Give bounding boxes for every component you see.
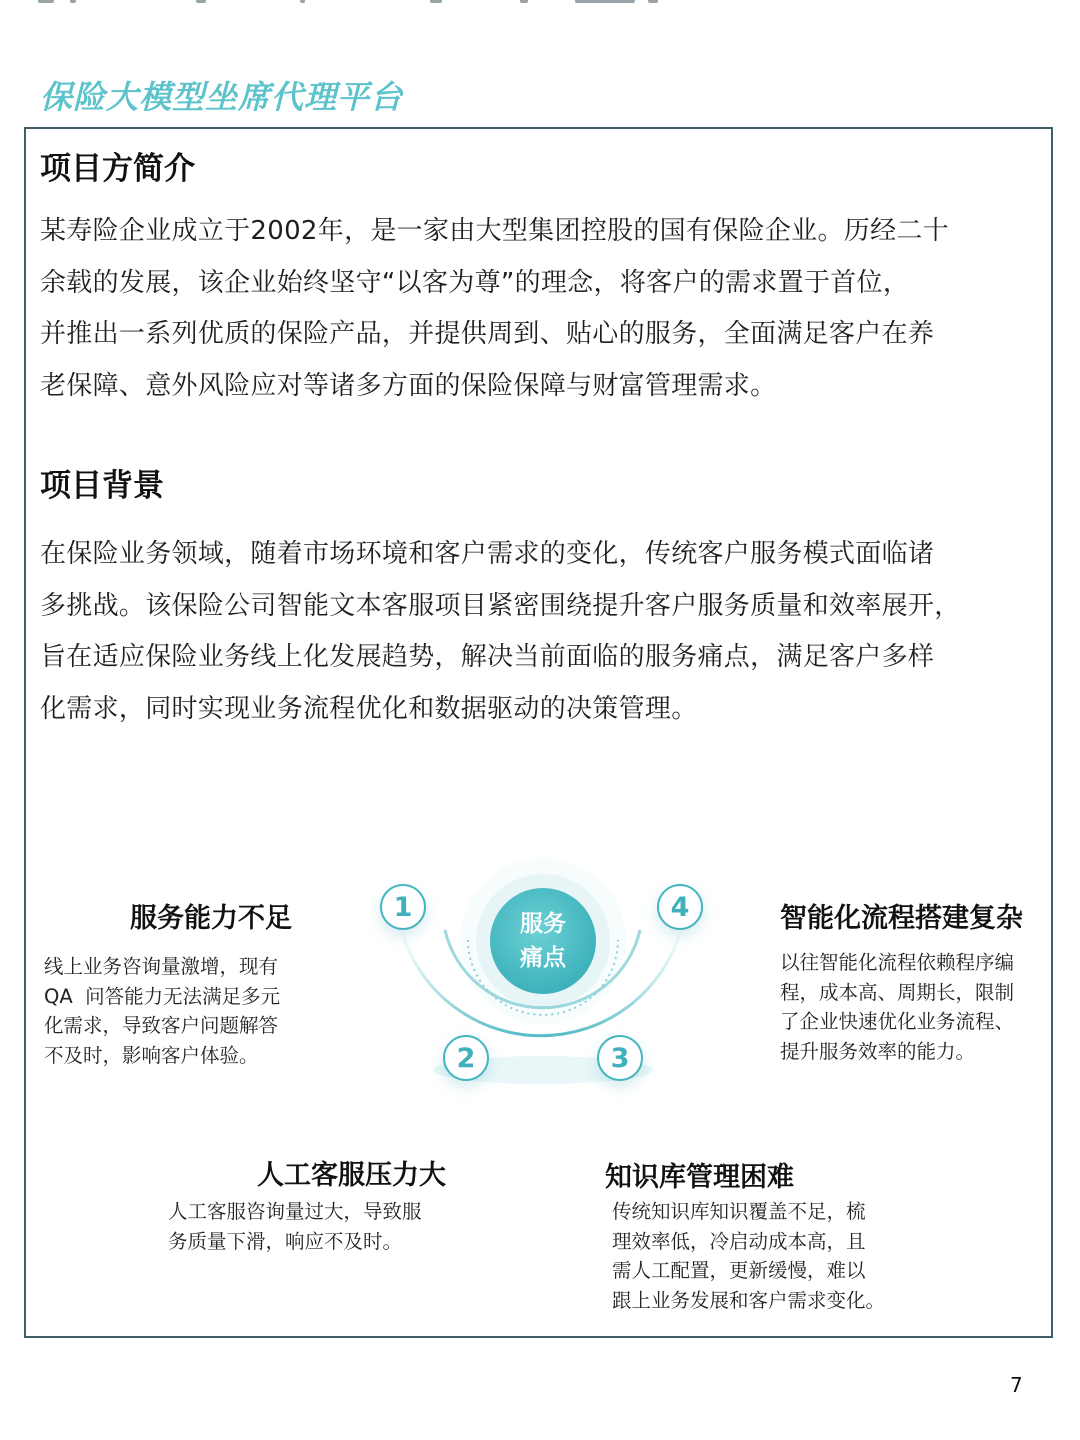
badge-2: 2 — [443, 1035, 489, 1081]
background-line: 旨在适应保险业务线上化发展趋势，解决当前面临的服务痛点，满足客户多样 — [40, 642, 935, 672]
pain-point-desc-3 — [612, 1197, 912, 1315]
intro-line: 并推出一系列优质的保险产品，并提供周到、贴心的服务，全面满足客户在养 — [40, 319, 935, 349]
badge-1: 1 — [380, 884, 426, 930]
intro-heading: 项目方简介 — [40, 151, 195, 187]
intro-line: 老保障、意外风险应对等诸多方面的保险保障与财富管理需求。 — [40, 370, 777, 401]
intro-line: 某寿险企业成立于2002年，是一家由大型集团控股的国有保险企业。历经二十 — [40, 216, 949, 246]
badge-3: 3 — [597, 1035, 643, 1081]
desc-line: 程，成本高、周期长，限制 — [780, 980, 1015, 1004]
desc-line: 理效率低，冷启动成本高，且 — [612, 1229, 866, 1253]
desc-line: 不及时，影响客户体验。 — [44, 1043, 259, 1067]
pain-points-diagram — [0, 840, 1080, 1320]
desc-line: 提升服务效率的能力。 — [780, 1039, 976, 1063]
pain-point-desc-2 — [168, 1197, 468, 1256]
desc-line: 跟上业务发展和客户需求变化。 — [612, 1288, 886, 1312]
pain-point-title-1: 服务能力不足 — [130, 903, 292, 934]
center-label-2: 痛点 — [520, 945, 566, 971]
desc-line: 人工客服咨询量过大，导致服 — [168, 1200, 422, 1223]
pain-point-title-2: 人工客服压力大 — [257, 1160, 446, 1191]
background-line: 化需求，同时实现业务流程优化和数据驱动的决策管理。 — [40, 693, 698, 724]
center-disc — [490, 888, 596, 994]
background-heading: 项目背景 — [40, 468, 164, 504]
badge-4: 4 — [657, 884, 703, 930]
desc-line: QA 问答能力无法满足多元 — [44, 984, 281, 1008]
page-number: 7 — [1010, 1373, 1023, 1397]
desc-line: 务质量下滑，响应不及时。 — [168, 1229, 403, 1253]
intro-paragraph — [40, 206, 1040, 412]
desc-line: 了企业快速优化业务流程、 — [780, 1010, 1015, 1033]
desc-line: 传统知识库知识覆盖不足，梳 — [612, 1200, 866, 1223]
pain-point-title-4: 智能化流程搭建复杂 — [780, 903, 1023, 934]
page-title: 保险大模型坐席代理平台 — [40, 78, 404, 116]
desc-line: 以往智能化流程依赖程序编 — [780, 951, 1015, 974]
intro-line: 余载的发展，该企业始终坚守“以客为尊”的理念，将客户的需求置于首位， — [40, 267, 910, 298]
pain-point-desc-1 — [44, 952, 314, 1070]
desc-line: 线上业务咨询量激增，现有 — [44, 955, 279, 978]
desc-line: 需人工配置，更新缓慢，难以 — [612, 1259, 866, 1282]
background-line: 在保险业务领域，随着市场环境和客户需求的变化，传统客户服务模式面临诸 — [40, 539, 935, 569]
background-line: 多挑战。该保险公司智能文本客服项目紧密围绕提升客户服务质量和效率展开， — [40, 590, 961, 621]
center-label-1: 服务 — [520, 911, 566, 937]
pain-point-desc-4 — [780, 948, 1060, 1066]
cropped-header-strip — [0, 0, 1080, 6]
background-paragraph — [40, 529, 1040, 735]
desc-line: 化需求，导致客户问题解答 — [44, 1014, 279, 1037]
pain-point-title-3: 知识库管理困难 — [605, 1162, 794, 1193]
